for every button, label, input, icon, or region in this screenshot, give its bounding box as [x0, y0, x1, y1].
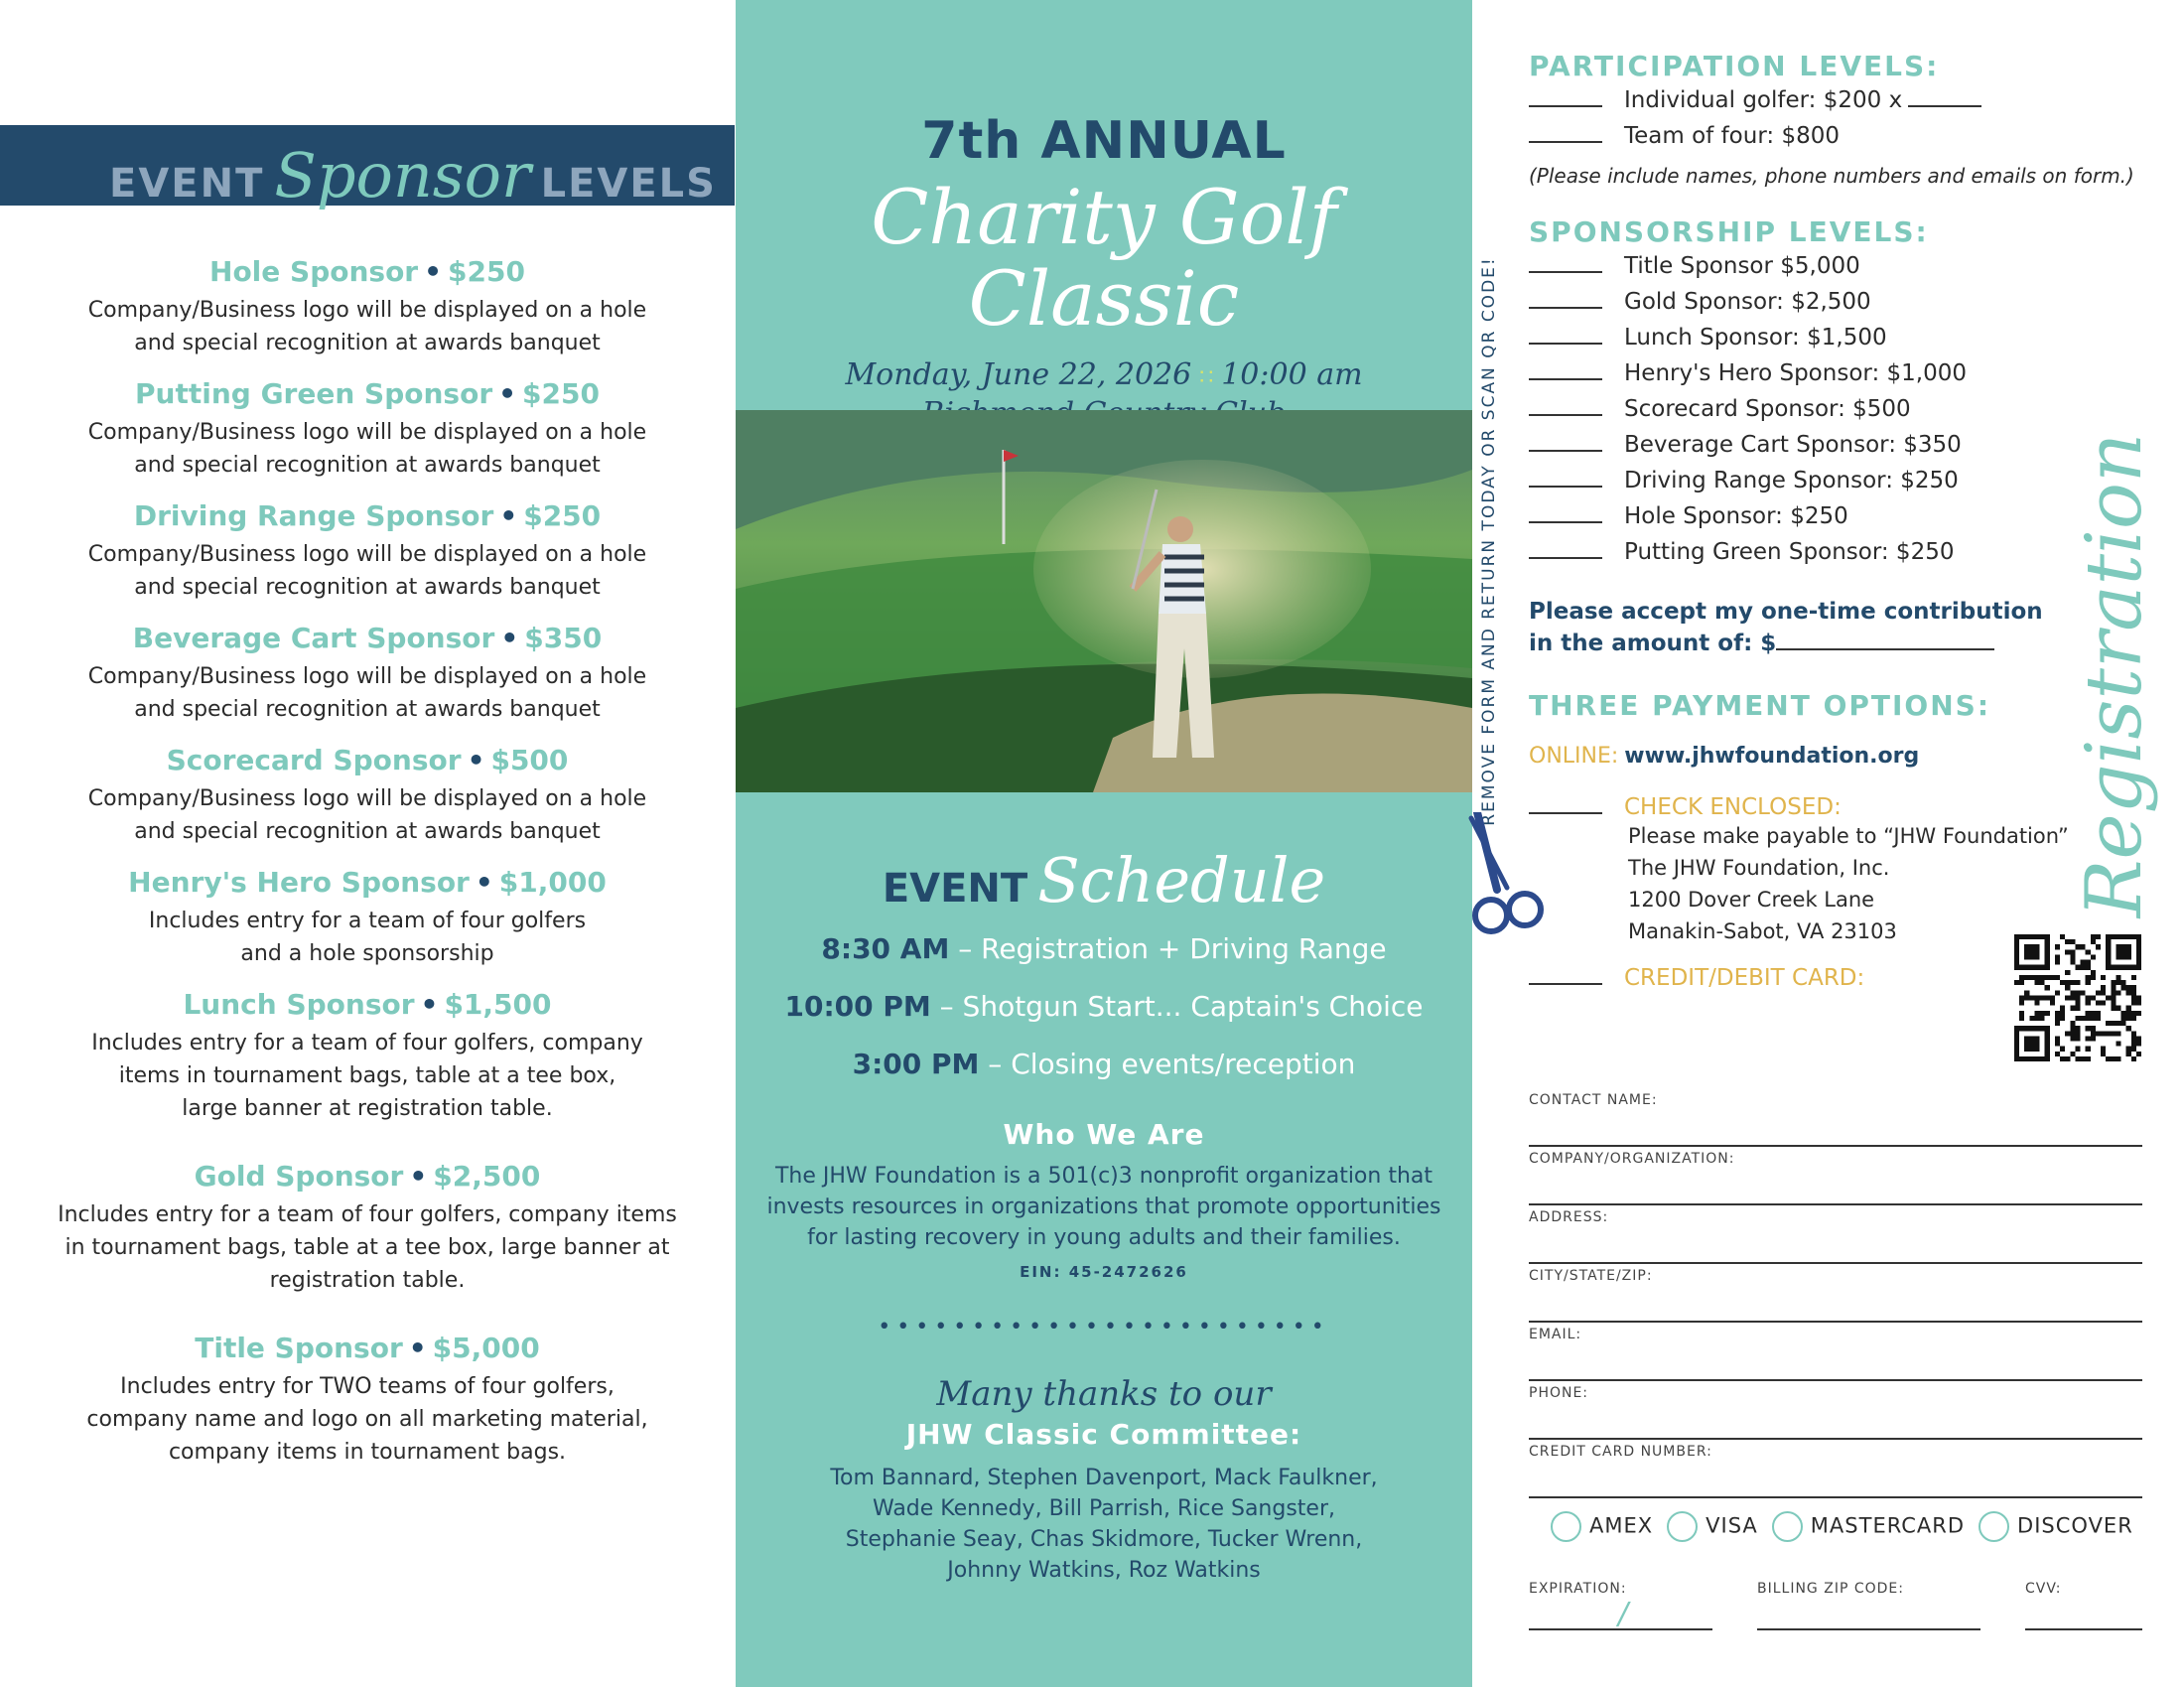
sponsorship-option[interactable]	[1529, 355, 2164, 391]
description-line: Includes entry for a team of four golfers, company	[91, 1031, 643, 1055]
bullet-icon: •	[500, 622, 519, 654]
checkbox-line[interactable]	[1529, 362, 1602, 380]
schedule-activity: – Registration + Driving Range	[949, 932, 1387, 965]
sponsor-levels-panel	[0, 0, 735, 1687]
description-line: and a hole sponsorship	[240, 941, 494, 966]
sponsor-level-description	[40, 1370, 695, 1469]
checkbox-line[interactable]	[1529, 967, 1602, 985]
sponsor-level	[40, 1327, 695, 1469]
online-payment: ONLINE: www.jhwfoundation.org	[1529, 744, 1920, 769]
sponsor-level-name: Driving Range Sponsor	[133, 499, 494, 532]
description-line: Includes entry for a team of four golfers	[148, 909, 587, 933]
bullet-icon: •	[498, 377, 517, 410]
card-type-options	[1551, 1511, 2146, 1542]
card-details-row	[1529, 1579, 2142, 1634]
form-field[interactable]	[1529, 1205, 2142, 1264]
sponsor-level-title	[40, 1327, 695, 1370]
description-line: Company/Business logo will be displayed on a hole	[87, 542, 647, 567]
checkbox-line[interactable]	[1529, 291, 1602, 309]
description-line: company name and logo on all marketing material,	[86, 1407, 648, 1432]
description-line: and special recognition at awards banquet	[134, 819, 601, 844]
dotted-divider: ••••••••••••••••••••••••	[878, 1315, 1330, 1339]
card-type-label: MASTERCARD	[1810, 1513, 1966, 1538]
sponsor-level-title	[40, 617, 695, 660]
checkbox-line[interactable]	[1529, 398, 1602, 416]
radio-icon[interactable]	[1667, 1511, 1698, 1542]
sponsor-level-price: $500	[490, 744, 569, 776]
sponsor-level-name: Beverage Cart Sponsor	[132, 622, 495, 654]
sponsorship-option[interactable]	[1529, 463, 2164, 498]
sponsor-level-name: Putting Green Sponsor	[135, 377, 493, 410]
sponsor-level	[40, 617, 695, 726]
sponsor-level-description	[40, 782, 695, 848]
form-field-label: CREDIT CARD NUMBER:	[1529, 1444, 1712, 1460]
registration-vertical-title: Registration	[2070, 432, 2159, 918]
card-type-option[interactable]	[1551, 1511, 1653, 1542]
form-field[interactable]	[1529, 1440, 2142, 1498]
event-schedule	[736, 844, 1472, 1093]
sponsorship-option[interactable]	[1529, 320, 2164, 355]
bullet-icon: •	[408, 1332, 427, 1364]
sponsor-level-price: $350	[524, 622, 603, 654]
ein-number: EIN: 45-2472626	[1020, 1263, 1188, 1281]
sponsor-level-description	[40, 905, 695, 970]
radio-icon[interactable]	[1979, 1511, 2009, 1542]
schedule-time: 3:00 PM	[852, 1048, 980, 1080]
bullet-icon: •	[475, 866, 493, 899]
sponsorship-option-label: Lunch Sponsor: $1,500	[1624, 325, 1887, 351]
sponsorship-option-label: Gold Sponsor: $2,500	[1624, 289, 1871, 315]
form-field[interactable]	[1529, 1323, 2142, 1381]
sponsor-level	[40, 861, 695, 970]
schedule-item	[736, 1036, 1472, 1093]
sponsor-level	[40, 739, 695, 848]
card-type-option[interactable]	[1772, 1511, 1965, 1542]
sponsor-list	[40, 250, 695, 1469]
sponsor-level-title	[40, 739, 695, 782]
who-line: for lasting recovery in young adults and their families.	[807, 1225, 1401, 1250]
checkbox-line[interactable]	[1529, 796, 1602, 814]
sponsor-level-price: $1,500	[444, 988, 552, 1021]
description-line: Company/Business logo will be displayed on a hole	[87, 298, 647, 323]
check-info-line: The JHW Foundation, Inc.	[1628, 856, 1890, 880]
schedule-activity: – Closing events/reception	[979, 1048, 1356, 1080]
event-panel	[736, 0, 1472, 1687]
checkbox-line[interactable]	[1529, 125, 1602, 143]
sponsor-level	[40, 1155, 695, 1297]
form-field-label: PHONE:	[1529, 1385, 1589, 1401]
date-separator-icon: ∷	[1199, 365, 1214, 390]
description-line: items in tournament bags, table at a tee box,	[118, 1063, 616, 1088]
card-type-label: VISA	[1706, 1513, 1758, 1538]
contact-fields	[1529, 1088, 2142, 1498]
description-line: and special recognition at awards banquet	[134, 331, 601, 355]
card-type-option[interactable]	[1667, 1511, 1758, 1542]
form-field[interactable]	[1529, 1381, 2142, 1440]
committee-line: Wade Kennedy, Bill Parrish, Rice Sangster,	[872, 1496, 1335, 1521]
sponsorship-option-label: Scorecard Sponsor: $500	[1624, 396, 1911, 422]
sponsorship-heading: SPONSORSHIP LEVELS:	[1529, 215, 1929, 248]
participation-heading: PARTICIPATION LEVELS:	[1529, 50, 1940, 82]
schedule-activity: – Shotgun Start... Captain's Choice	[930, 990, 1424, 1023]
sponsor-level-price: $250	[523, 499, 602, 532]
form-field-label: ADDRESS:	[1529, 1209, 1609, 1225]
schedule-time: 8:30 AM	[821, 932, 950, 965]
description-line: and special recognition at awards banquet	[134, 697, 601, 722]
schedule-heading: EVENT Schedule	[882, 844, 1326, 916]
sponsor-level-description	[40, 294, 695, 359]
sponsor-level	[40, 983, 695, 1125]
description-line: and special recognition at awards banquet	[134, 575, 601, 600]
checkbox-line[interactable]	[1529, 434, 1602, 452]
who-we-are: Who We Are The JHW Foundation is a 501(c)3 nonprofit organization that invests resources in organizations that promote opportunities for lasting recovery in young adults and their families. EIN: 45-2472626	[736, 1118, 1472, 1281]
sponsor-level-title	[40, 861, 695, 905]
sponsor-level-title	[40, 494, 695, 538]
sponsorship-options	[1529, 248, 2164, 570]
sponsor-level	[40, 494, 695, 604]
golfer-bunker-image	[736, 410, 1472, 792]
golfer-photo	[736, 410, 1472, 792]
sponsor-level-description	[40, 660, 695, 726]
radio-icon[interactable]	[1551, 1511, 1581, 1542]
sponsor-level-name: Henry's Hero Sponsor	[128, 866, 470, 899]
sponsor-level-name: Scorecard Sponsor	[166, 744, 462, 776]
contribution-amount-line[interactable]	[1776, 629, 1994, 650]
committee-names	[736, 1463, 1472, 1586]
sponsor-level-description	[40, 538, 695, 604]
description-line: and special recognition at awards banquet	[134, 453, 601, 478]
foundation-website-link[interactable]: www.jhwfoundation.org	[1624, 744, 1920, 769]
sponsor-level-title	[40, 372, 695, 416]
check-mailing-info	[1529, 820, 2164, 947]
bullet-icon: •	[424, 255, 443, 288]
description-line: Includes entry for a team of four golfers, company items	[58, 1202, 677, 1227]
sponsorship-option-label: Hole Sponsor: $250	[1624, 503, 1848, 529]
participation-individual[interactable]: Individual golfer: $200 x	[1529, 82, 2164, 118]
description-line: Includes entry for TWO teams of four golfers,	[120, 1374, 614, 1399]
sponsor-level-price: $2,500	[433, 1160, 541, 1193]
golfer-count-line[interactable]	[1908, 89, 1981, 107]
schedule-list	[736, 920, 1472, 1093]
sponsor-level-price: $1,000	[498, 866, 607, 899]
schedule-item	[736, 978, 1472, 1036]
sponsor-level-description	[40, 416, 695, 482]
form-field[interactable]	[1529, 1264, 2142, 1323]
schedule-item	[736, 920, 1472, 978]
sponsorship-option-label: Beverage Cart Sponsor: $350	[1624, 432, 1962, 458]
check-info-line: 1200 Dover Creek Lane	[1628, 888, 1875, 912]
qr-code-icon[interactable]	[2013, 934, 2142, 1061]
sponsor-level-description	[40, 1027, 695, 1125]
sponsorship-option-label: Driving Range Sponsor: $250	[1624, 468, 1959, 493]
form-field-label: CITY/STATE/ZIP:	[1529, 1268, 1653, 1284]
form-field-label: CONTACT NAME:	[1529, 1092, 1658, 1108]
event-date: Monday, June 22, 2026 ∷ 10:00 am	[845, 357, 1363, 392]
sponsor-level-price: $5,000	[432, 1332, 540, 1364]
who-we-are-body	[736, 1161, 1472, 1253]
event-header	[736, 111, 1472, 431]
description-line: company items in tournament bags.	[168, 1440, 567, 1465]
who-line: invests resources in organizations that promote opportunities	[766, 1195, 1441, 1219]
who-line: The JHW Foundation is a 501(c)3 nonprofit organization that	[774, 1164, 1433, 1189]
sponsor-levels-heading: EVENT Sponsor LEVELS	[109, 139, 717, 211]
card-type-label: DISCOVER	[2017, 1513, 2133, 1538]
form-field[interactable]	[1529, 1088, 2142, 1147]
credit-card-option[interactable]: CREDIT/DEBIT CARD:	[1529, 965, 2164, 991]
expiration-field[interactable]: EXPIRATION: /	[1529, 1579, 1712, 1630]
check-enclosed-option[interactable]: CHECK ENCLOSED:	[1529, 794, 2164, 820]
sponsor-level-title	[40, 983, 695, 1027]
sponsorship-option-label: Putting Green Sponsor: $250	[1624, 539, 1955, 565]
description-line: Company/Business logo will be displayed on a hole	[87, 420, 647, 445]
bullet-icon: •	[409, 1160, 428, 1193]
participation-team[interactable]: Team of four: $800	[1529, 118, 2164, 154]
committee-thanks: Many thanks to our JHW Classic Committee: Tom Bannard, Stephen Davenport, Mack Faulkner, Wade Kennedy, Bill Parrish, Rice Sangster, Stephanie Seay, Chas Skidmore, Tucker Wrenn, Johnny Watkins, Roz Watkins	[736, 1374, 1472, 1586]
checkbox-line[interactable]	[1529, 89, 1602, 107]
card-type-label: AMEX	[1589, 1513, 1654, 1538]
sponsorship-option[interactable]	[1529, 498, 2164, 534]
sponsorship-option[interactable]	[1529, 248, 2164, 284]
committee-line: Stephanie Seay, Chas Skidmore, Tucker Wrenn,	[845, 1527, 1363, 1552]
bullet-icon: •	[499, 499, 518, 532]
committee-line: Tom Bannard, Stephen Davenport, Mack Faulkner,	[830, 1466, 1378, 1490]
sponsorship-option[interactable]	[1529, 391, 2164, 427]
checkbox-line[interactable]	[1529, 541, 1602, 559]
annual-label: 7th ANNUAL	[921, 111, 1287, 171]
sponsorship-option-label: Henry's Hero Sponsor: $1,000	[1624, 360, 1967, 386]
sponsorship-option[interactable]	[1529, 284, 2164, 320]
schedule-time: 10:00 PM	[784, 990, 931, 1023]
checkbox-line[interactable]	[1529, 505, 1602, 523]
checkbox-line[interactable]	[1529, 470, 1602, 488]
sponsorship-option-label: Title Sponsor $5,000	[1624, 253, 1860, 279]
bullet-icon: •	[467, 744, 485, 776]
check-info-line: Please make payable to “JHW Foundation”	[1628, 824, 2069, 848]
form-field[interactable]	[1529, 1147, 2142, 1205]
description-line: registration table.	[269, 1268, 466, 1293]
bullet-icon: •	[420, 988, 439, 1021]
description-line: large banner at registration table.	[182, 1096, 553, 1121]
event-title: Charity Golf Classic	[871, 173, 1337, 343]
sponsor-level-title	[40, 1155, 695, 1198]
description-line: Company/Business logo will be displayed on a hole	[87, 664, 647, 689]
radio-icon[interactable]	[1772, 1511, 1803, 1542]
sponsor-level-name: Gold Sponsor	[194, 1160, 404, 1193]
payment-heading: THREE PAYMENT OPTIONS:	[1529, 689, 1991, 722]
description-line: Company/Business logo will be displayed on a hole	[87, 786, 647, 811]
expiration-slash: /	[1618, 1597, 1629, 1631]
committee-line: Johnny Watkins, Roz Watkins	[947, 1558, 1261, 1583]
participation-note: (Please include names, phone numbers and emails on form.)	[1529, 164, 2134, 188]
form-field-label: COMPANY/ORGANIZATION:	[1529, 1151, 1735, 1167]
registration-form	[1529, 50, 2164, 991]
form-field-label: EMAIL:	[1529, 1327, 1582, 1342]
cvv-field[interactable]: CVV:	[2025, 1579, 2142, 1630]
contribution-text: Please accept my one-time contribution in the amount of: $	[1529, 599, 2043, 656]
sponsorship-option[interactable]	[1529, 534, 2164, 570]
sponsor-level-name: Lunch Sponsor	[183, 988, 415, 1021]
sponsor-level	[40, 372, 695, 482]
sponsor-level	[40, 250, 695, 359]
sponsor-level-title	[40, 250, 695, 294]
remove-form-note: REMOVE FORM AND RETURN TODAY OR SCAN QR CODE!	[1479, 256, 1499, 826]
card-type-option[interactable]	[1979, 1511, 2133, 1542]
description-line: in tournament bags, table at a tee box, large banner at	[65, 1235, 670, 1260]
sponsorship-option[interactable]	[1529, 427, 2164, 463]
sponsor-level-description	[40, 1198, 695, 1297]
sponsor-level-name: Title Sponsor	[195, 1332, 403, 1364]
sponsor-level-price: $250	[522, 377, 600, 410]
checkbox-line[interactable]	[1529, 255, 1602, 273]
sponsor-level-name: Hole Sponsor	[209, 255, 419, 288]
checkbox-line[interactable]	[1529, 327, 1602, 345]
sponsor-level-price: $250	[448, 255, 525, 288]
check-info-line: Manakin-Sabot, VA 23103	[1628, 919, 1897, 943]
billing-zip-field[interactable]: BILLING ZIP CODE:	[1757, 1579, 1980, 1630]
